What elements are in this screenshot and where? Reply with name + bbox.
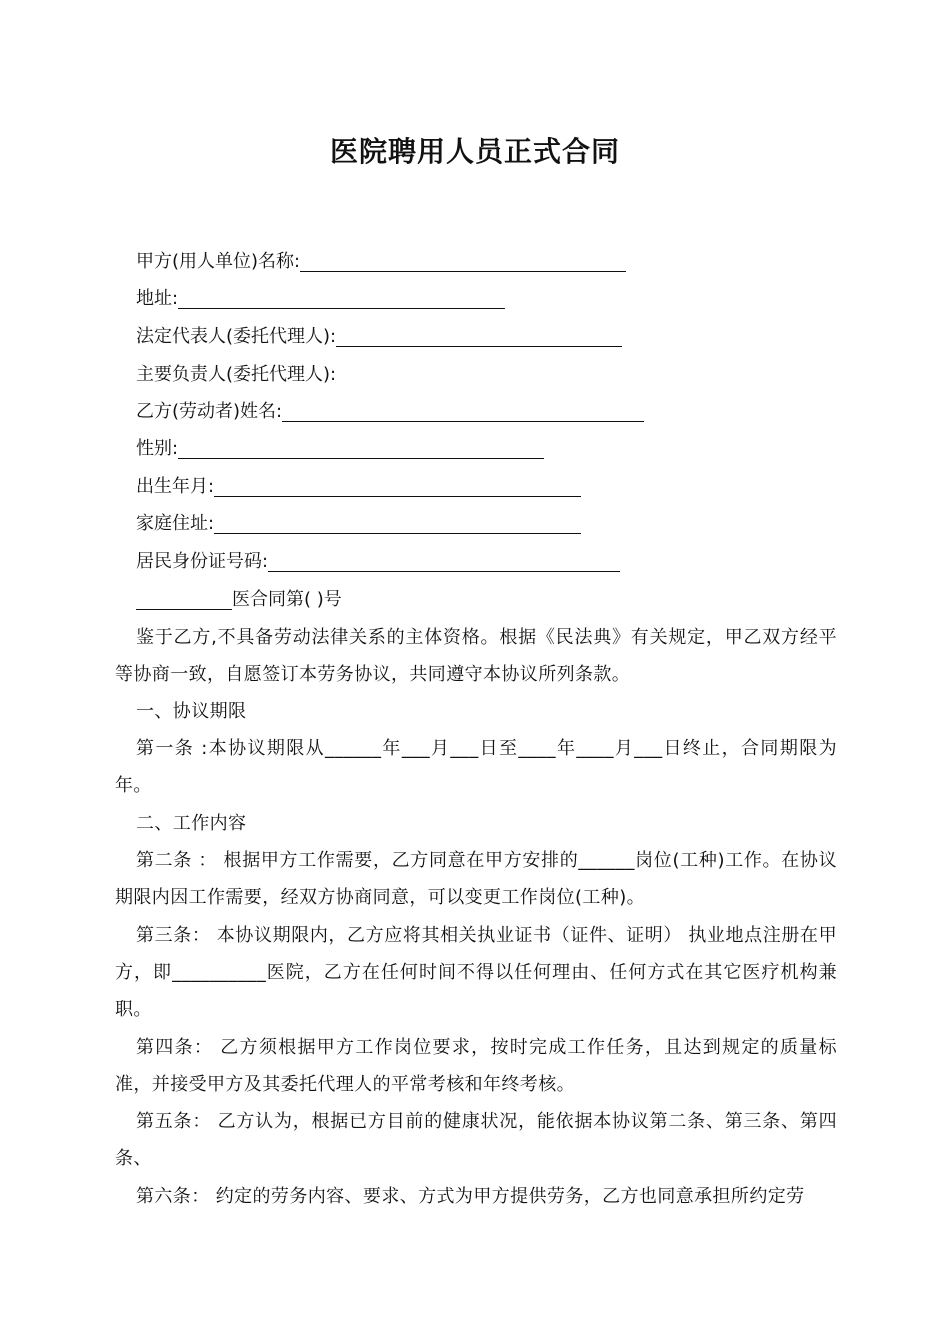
party-a-name-field <box>136 247 626 277</box>
article-5-paragraph: 第五条： 乙方认为，根据已方目前的健康状况，能依据本协议第二条、第三条、第四条、 <box>115 1111 837 1169</box>
id-number-label: 居民身份证号码: <box>136 551 269 572</box>
principal-label: 主要负责人(委托代理人): <box>136 364 337 385</box>
home-address-field <box>136 509 581 539</box>
legal-rep-label: 法定代表人(委托代理人): <box>136 326 337 347</box>
address-label: 地址: <box>136 288 179 309</box>
party-b-name-blank <box>282 399 644 422</box>
gender-blank <box>178 436 544 459</box>
party-a-name-label: 甲方(用人单位)名称: <box>136 251 301 272</box>
party-b-name-label: 乙方(劳动者)姓名: <box>136 401 283 422</box>
contract-number-text: 医合同第( )号 <box>232 589 342 610</box>
document-title: 医院聘用人员正式合同 <box>329 135 620 168</box>
section-heading-term: 一、协议期限 <box>136 701 247 722</box>
contract-number-blank <box>136 587 232 610</box>
home-address-label: 家庭住址: <box>136 513 215 534</box>
article-3-paragraph: 第三条： 本协议期限内，乙方应将其相关执业证书（证件、证明） 执业地点注册在甲方，即__________医院，乙方在任何时间不得以任何理由、任何方式在其它医疗机构兼职。 <box>115 925 837 1020</box>
party-a-name-blank <box>300 249 626 272</box>
address-field <box>136 284 505 314</box>
legal-rep-blank <box>336 324 622 347</box>
section-heading-work: 二、工作内容 <box>136 813 247 834</box>
id-number-field <box>136 547 620 577</box>
legal-rep-field <box>136 322 622 352</box>
address-blank <box>178 286 505 309</box>
party-b-name-field <box>136 397 644 427</box>
preamble-paragraph: 鉴于乙方,不具备劳动法律关系的主体资格。根据《民法典》有关规定，甲乙双方经平等协商一致，自愿签订本劳务协议，共同遵守本协议所列条款。 <box>115 627 837 685</box>
contract-number-line <box>136 585 342 615</box>
gender-label: 性别: <box>136 438 179 459</box>
birth-date-label: 出生年月: <box>136 476 215 497</box>
article-6-paragraph: 第六条： 约定的劳务内容、要求、方式为甲方提供劳务，乙方也同意承担所约定劳 <box>136 1186 805 1207</box>
article-1-paragraph: 第一条 :本协议期限从______年___月___日至____年____月___日终止，合同期限为年。 <box>115 738 837 796</box>
home-address-blank <box>214 511 581 534</box>
birth-date-field <box>136 472 581 502</box>
id-number-blank <box>268 549 620 572</box>
gender-field <box>136 434 544 464</box>
article-2-paragraph: 第二条 ： 根据甲方工作需要，乙方同意在甲方安排的______岗位(工种)工作。在协议期限内因工作需要，经双方协商同意，可以变更工作岗位(工种)。 <box>115 850 837 908</box>
principal-field <box>136 360 336 390</box>
article-4-paragraph: 第四条： 乙方须根据甲方工作岗位要求，按时完成工作任务，且达到规定的质量标准，并接受甲方及其委托代理人的平常考核和年终考核。 <box>115 1037 837 1095</box>
birth-date-blank <box>214 474 581 497</box>
